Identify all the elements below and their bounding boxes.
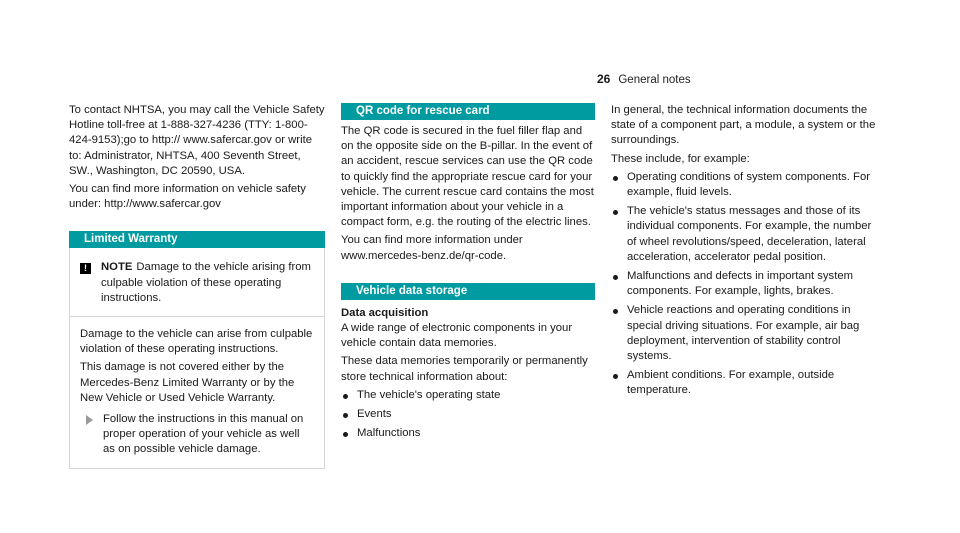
technical-info-paragraph: In general, the technical information documents the state of a component part, a module, a system or the surroundings. [611, 104, 876, 147]
list-item [611, 303, 876, 364]
warranty-note-box [69, 248, 325, 468]
safety-info-paragraph: You can find more information on vehicle safety under: http://www.safercar.gov [69, 183, 306, 211]
bullet-icon [343, 413, 348, 418]
bullet-icon [343, 432, 348, 437]
list-item-text: Malfunctions and defects in important system components. For example, lights, brakes. [627, 270, 854, 298]
data-acquisition-paragraph: A wide range of electronic components in your vehicle contain data memories. [341, 322, 573, 350]
examples-list [611, 170, 876, 399]
list-item-text: Operating conditions of system components. For example, fluid levels. [627, 170, 870, 199]
column-middle [341, 103, 595, 445]
section-name: General notes [618, 74, 691, 86]
qr-code-paragraph: The QR code is secured in the fuel filler flap and on the opposite side on the B-pillar. In the event of an accident, rescue services can use the QR code to quickly find the appropriate rescue card for your vehicle. The current rescue card contains the most important information about your vehicle in a compact form, e.g. the routing of the electric lines. [341, 125, 594, 229]
list-item [341, 388, 595, 403]
list-item-text: Events [357, 408, 392, 421]
list-item [341, 407, 595, 422]
list-item [341, 426, 595, 441]
list-item-text: Vehicle reactions and operating conditions in special driving situations. For example, air bag deployment, intervention of stability control systems. [627, 304, 860, 363]
note-label: NOTE [101, 261, 133, 274]
page-number: 26 [597, 72, 611, 86]
examples-intro: These include, for example: [611, 152, 750, 165]
list-item [611, 269, 876, 299]
warning-icon: ! [80, 263, 91, 274]
note-details [70, 317, 324, 468]
bullet-icon [613, 176, 618, 181]
list-item-text: Malfunctions [357, 427, 421, 440]
list-item [611, 204, 876, 265]
list-item [611, 368, 876, 398]
bullet-icon [613, 210, 618, 215]
bullet-icon [343, 394, 348, 399]
warranty-exclusion-paragraph: This damage is not covered either by the Mercedes-Benz Limited Warranty or by the New Vehicle or Used Vehicle Warranty. [80, 361, 295, 404]
qr-code-heading: QR code for rescue card [341, 103, 595, 120]
note-body [101, 260, 314, 306]
note-text: Damage to the vehicle arising from culpable violation of these operating instructions. [101, 261, 311, 304]
step-arrow-icon [86, 415, 93, 425]
list-item [611, 170, 876, 200]
stored-info-list [341, 388, 595, 442]
list-item-text: The vehicle's operating state [357, 388, 501, 401]
data-acquisition-heading: Data acquisition [341, 306, 429, 319]
nhtsa-contact-paragraph: To contact NHTSA, you may call the Vehicle Safety Hotline toll-free at 1-888-327-4236 (TTY: 1-800-424-9153);go to http:// www.safercar.gov or write to: Administrator, NHTSA, 400 Seventh Street, SW., Washington, DC 20590, USA. [69, 104, 325, 177]
instruction-step-text: Follow the instructions in this manual on proper operation of your vehicle as well as on possible vehicle damage. [103, 413, 304, 456]
column-left [69, 103, 325, 469]
vehicle-data-storage-heading: Vehicle data storage [341, 283, 595, 300]
bullet-icon [613, 309, 618, 314]
page-header [597, 72, 691, 88]
column-right [611, 103, 876, 403]
limited-warranty-heading: Limited Warranty [69, 231, 325, 248]
instruction-step [80, 412, 314, 458]
note-row [70, 248, 324, 317]
bullet-icon [613, 275, 618, 280]
damage-paragraph: Damage to the vehicle can arise from culpable violation of these operating instructions. [80, 328, 313, 356]
qr-more-info-paragraph: You can find more information under www.mercedes-benz.de/qr-code. [341, 234, 523, 262]
bullet-icon [613, 374, 618, 379]
list-item-text: The vehicle's status messages and those of its individual components. For example, the number of wheel revolutions/speed, deceleration, lateral acceleration, accelerator pedal position. [627, 205, 872, 263]
data-memories-paragraph: These data memories temporarily or permanently store technical information about: [341, 355, 588, 383]
list-item-text: Ambient conditions. For example, outside temperature. [627, 369, 835, 397]
